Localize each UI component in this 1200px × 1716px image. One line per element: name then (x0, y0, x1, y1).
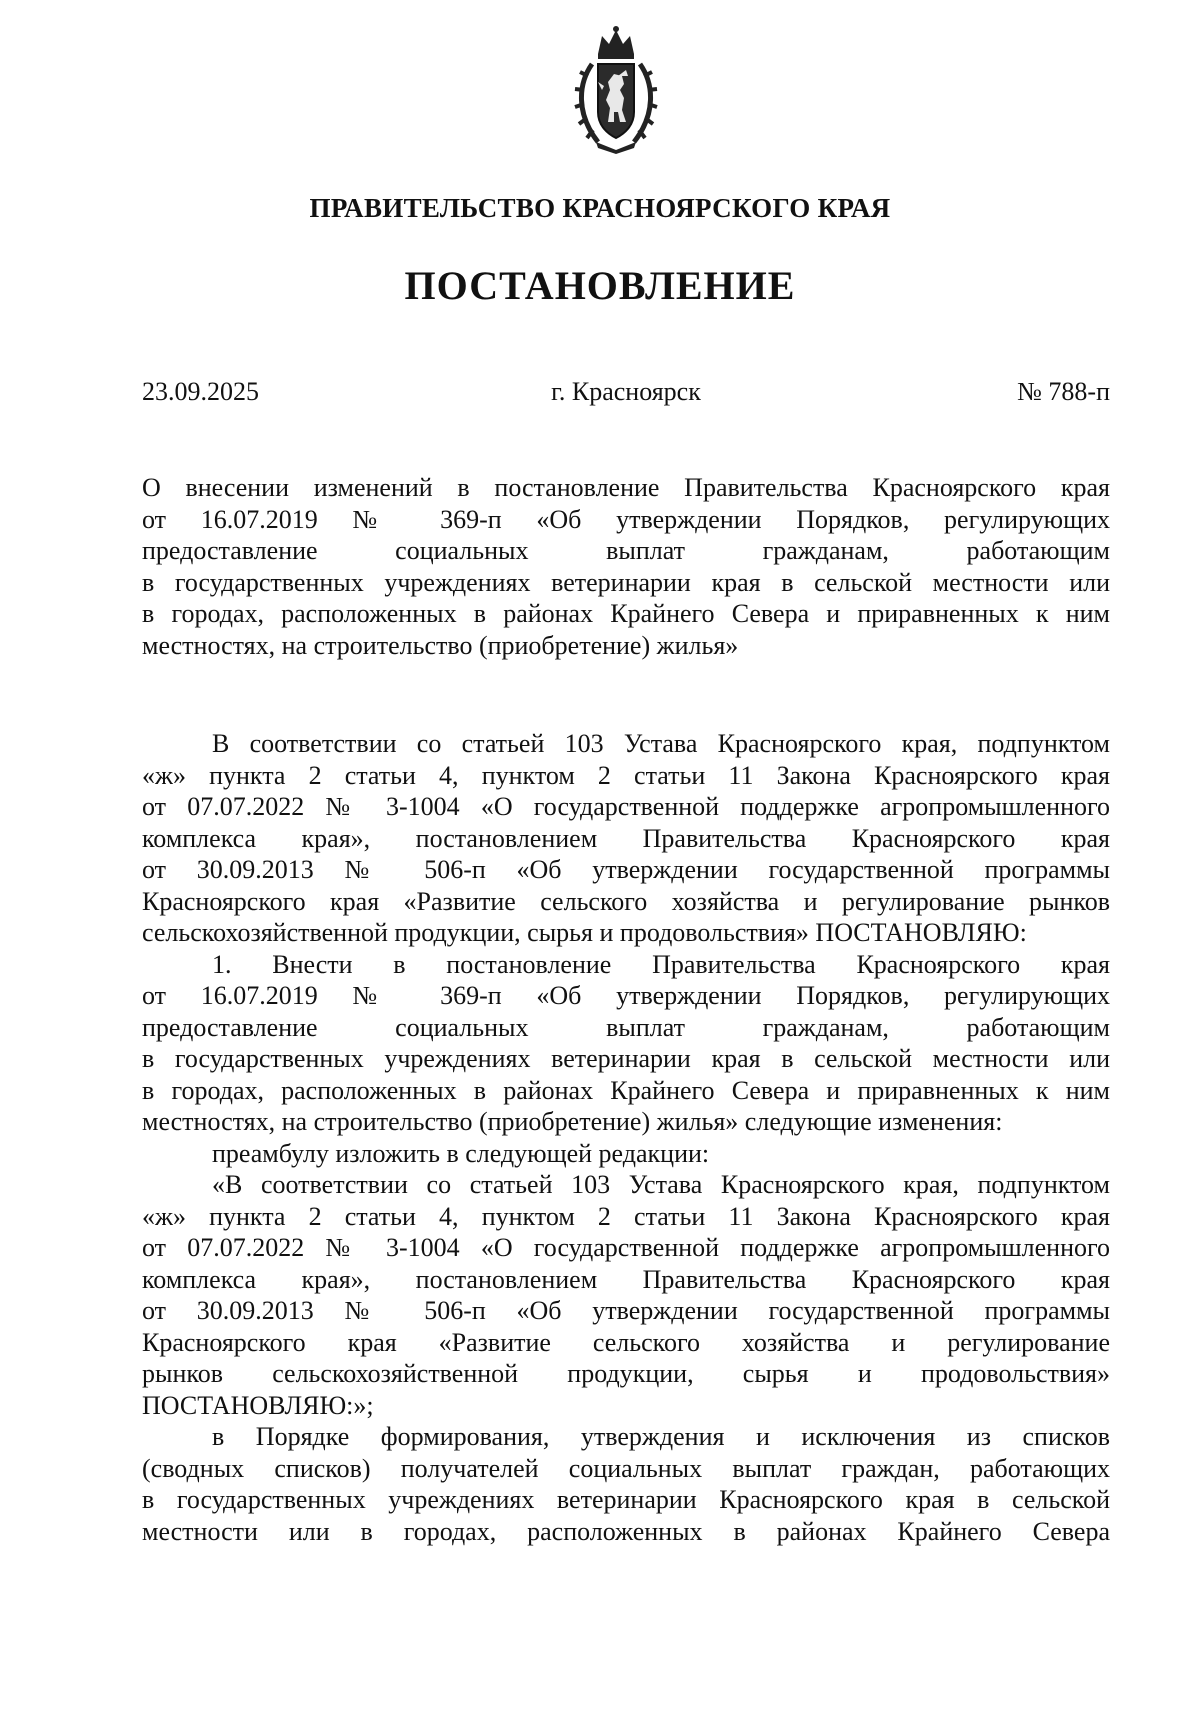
body-line: Красноярского края «Развитие сельского хозяйства и регулирование (142, 1327, 1110, 1357)
document-number: № 788-п (1017, 377, 1110, 406)
krasnoyarsk-coat-of-arms-icon (568, 24, 664, 154)
subject-line: местностях, на строительство (приобретение) жилья» (142, 630, 739, 660)
body-line: от 16.07.2019 № 369-п «Об утверждении Порядков, регулирующих (142, 981, 1110, 1010)
body-line: в Порядке формирования, утверждения и исключения из списков (212, 1422, 1110, 1451)
document-body (142, 728, 1110, 1547)
body-line: от 07.07.2022 № 3-1004 «О государственной поддержке агропромышленного (142, 1233, 1110, 1262)
body-line: «В соответствии со статьей 103 Устава Красноярского края, подпунктом (212, 1170, 1110, 1199)
body-line: местности или в городах, расположенных в районах Крайнего Севера (142, 1516, 1110, 1546)
government-name: ПРАВИТЕЛЬСТВО КРАСНОЯРСКОГО КРАЯ (309, 193, 891, 223)
subject-line: в городах, расположенных в районах Крайнего Севера и приравненных к ним (142, 599, 1110, 628)
body-line: комплекса края», постановлением Правительства Красноярского края (142, 1264, 1110, 1294)
document-subject (142, 472, 1110, 661)
body-line: «ж» пункта 2 статьи 4, пунктом 2 статьи 11 Закона Красноярского края (142, 760, 1110, 790)
body-line: в государственных учреждениях ветеринарии края в сельской местности или (142, 1044, 1110, 1073)
subject-line: О внесении изменений в постановление Правительства Красноярского края (142, 473, 1110, 502)
document-type: ПОСТАНОВЛЕНИЕ (404, 263, 796, 308)
body-line: предоставление социальных выплат гражданам, работающим (142, 1012, 1110, 1042)
document-city: г. Красноярск (551, 377, 701, 406)
subject-line: предоставление социальных выплат гражданам, работающим (142, 536, 1110, 565)
body-line: (сводных списков) получателей социальных выплат граждан, работающих (142, 1453, 1110, 1483)
body-line: преамбулу изложить в следующей редакции: (212, 1138, 710, 1168)
body-line: от 30.09.2013 № 506-п «Об утверждении государственной программы (142, 1296, 1110, 1325)
body-line: Красноярского края «Развитие сельского хозяйства и регулирование рынков (142, 886, 1110, 916)
body-line: сельскохозяйственной продукции, сырья и продовольствия» ПОСТАНОВЛЯЮ: (142, 918, 1027, 947)
body-line: комплекса края», постановлением Правительства Красноярского края (142, 823, 1110, 853)
body-line: местностях, на строительство (приобретение) жилья» следующие изменения: (142, 1107, 1003, 1136)
body-line: в государственных учреждениях ветеринарии Красноярского края в сельской (142, 1485, 1110, 1514)
body-line: «ж» пункта 2 статьи 4, пунктом 2 статьи 11 Закона Красноярского края (142, 1201, 1110, 1231)
body-line: от 30.09.2013 № 506-п «Об утверждении государственной программы (142, 855, 1110, 884)
body-line: ПОСТАНОВЛЯЮ:»; (142, 1390, 374, 1420)
document-date: 23.09.2025 (142, 377, 259, 406)
body-line: рынков сельскохозяйственной продукции, сырья и продовольствия» (142, 1359, 1110, 1388)
subject-line: в государственных учреждениях ветеринарии края в сельской местности или (142, 567, 1110, 597)
subject-line: от 16.07.2019 № 369-п «Об утверждении Порядков, регулирующих (142, 504, 1110, 534)
body-line: в городах, расположенных в районах Крайнего Севера и приравненных к ним (142, 1075, 1110, 1105)
body-line: В соответствии со статьей 103 Устава Красноярского края, подпунктом (212, 729, 1110, 758)
document-meta-row (142, 377, 1110, 411)
body-line: от 07.07.2022 № 3-1004 «О государственной поддержке агропромышленного (142, 792, 1110, 821)
body-line: 1. Внести в постановление Правительства Красноярского края (212, 949, 1110, 979)
